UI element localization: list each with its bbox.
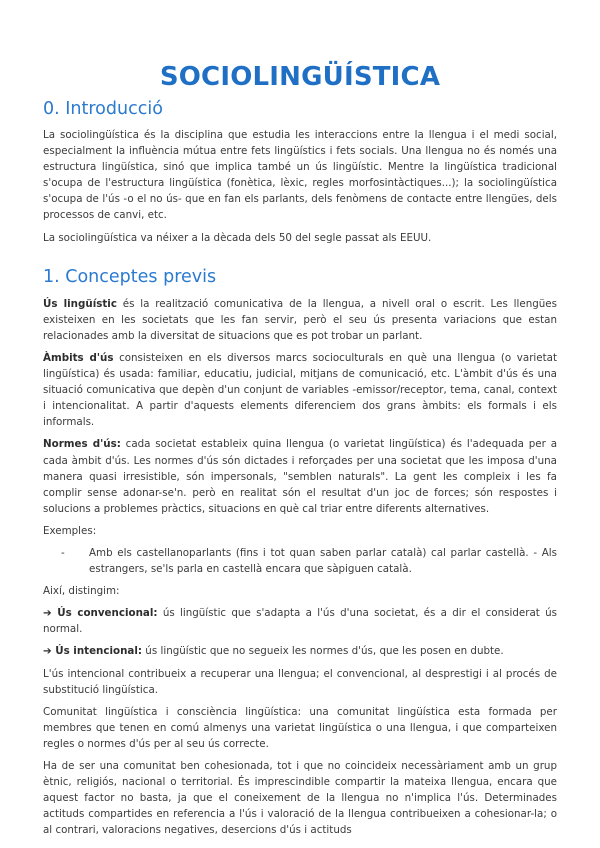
text-us-linguistic: és la realització comunicativa de la llengua, a nivell oral o escrit. Les llengües existeixen en les societats que les fan servir, però el seu ús presenta variacions que estan relacionades amb la diversitat de situacions que es pot trobar un parlant. xyxy=(43,297,557,342)
examples-label: Exemples: xyxy=(43,524,97,537)
paragraph-comunitat: Comunitat lingüística i consciència lingüística: una comunitat lingüística esta formada per membres que tenen en comú almenys una varietat lingüística o una llengua, i que comparteixen regles o normes d'ús per al seu ús correcte. xyxy=(43,705,557,750)
paragraph-cohesionada: Ha de ser una comunitat ben cohesionada, tot i que no coincideix necessàriament amb un grup ètnic, religiós, nacional o territorial. És imprescindible compartir la mateixa llengua, encara que aquest factor no basta, ja que el coneixement de la llengua no n'implica l'ús. Determinades actituds compartides en referencia a l'ús i valoració de la llengua contribueixen a cohesionar-la; o al contrari, valoracions negatives, desercions d'ús i actituds xyxy=(43,760,557,837)
term-us-linguistic: Ús lingüístic xyxy=(43,297,117,310)
paragraph-us-intencional xyxy=(43,643,557,659)
text-us-convencional: ús lingüístic que s'adapta a l'ús d'una societat, és a dir el considerat ús normal. xyxy=(43,607,557,636)
list-item xyxy=(43,545,557,577)
term-normes: Normes d'ús: xyxy=(43,438,121,451)
paragraph-ambits xyxy=(43,350,557,430)
section-heading-conceptes: 1. Conceptes previs xyxy=(43,266,217,287)
list-dash: - xyxy=(61,546,65,559)
example-text: Amb els castellanoparlants (fins i tot quan saben parlar català) cal parlar castellà. - Als estrangers, se'ls parla en castellà encara que sàpiguen català. xyxy=(89,546,557,576)
term-us-convencional: ➔ Ús convencional: xyxy=(43,607,158,620)
paragraph-intencional-effect: L'ús intencional contribueix a recuperar una llengua; el convencional, al desprestigi i al procés de substitució lingüística. xyxy=(43,667,557,696)
intro-paragraph-2: La sociolingüística va néixer a la dècada dels 50 del segle passat als EEUU. xyxy=(43,231,432,244)
intro-paragraph-1: La sociolingüística és la disciplina que estudia les interaccions entre la llengua i el medi social, especialment la influència mútua entre fets lingüístics i fets socials. Una llengua no és només una estructura lingüística, sinó que implica també un ús lingüístic. Mentre la lingüística tradicional s'ocupa de l'estructura lingüística (fonètica, lèxic, regles morfosintàctiques...); la sociolingüística s'ocupa de l'ús -o el no ús- que en fan els parlants, dels fenòmens de contacte entre llengües, dels processos de canvi, etc. xyxy=(43,129,557,222)
text-ambits: consisteixen en els diversos marcs socioculturals en què una llengua (o varietat lingüística) és usada: familiar, educatiu, judicial, mitjans de comunicació, etc. L'àmbit d'ús és una situació comunicativa que depèn d'un conjunt de variables -emissor/receptor, tema, canal, context i intencionalitat. A partir d'aquests elements diferenciem dos grans àmbits: els formals i els informals. xyxy=(43,351,558,429)
term-ambits: Àmbits d'ús xyxy=(43,351,114,364)
paragraph-us-linguistic xyxy=(43,296,557,344)
section-heading-introduccio: 0. Introducció xyxy=(43,99,163,119)
paragraph-us-convencional xyxy=(43,605,557,637)
document-title: SOCIOLINGÜÍSTICA xyxy=(159,62,441,92)
text-normes: cada societat estableix quina llengua (o varietat lingüística) és l'adequada per a cada àmbit d'ús. Les normes d'ús són dictades i reforçades per una societat que les imposa d'una manera quasi irresistible, són impersonals, "semblen naturals". La gent les compleix i les fa complir sense adonar-se'n. però en realitat són el resultat d'un joc de forces; són respostes i solucions a problemes pràctics, situacions en què cal triar entre diferents alternatives. xyxy=(43,438,557,515)
term-us-intencional: ➔ Ús intencional: xyxy=(43,645,143,658)
paragraph-normes xyxy=(43,436,557,516)
distingim-text: Així, distingim: xyxy=(43,585,120,598)
text-us-intencional: ús lingüístic que no segueix les normes d'ús, que les posen en dubte. xyxy=(142,645,504,658)
